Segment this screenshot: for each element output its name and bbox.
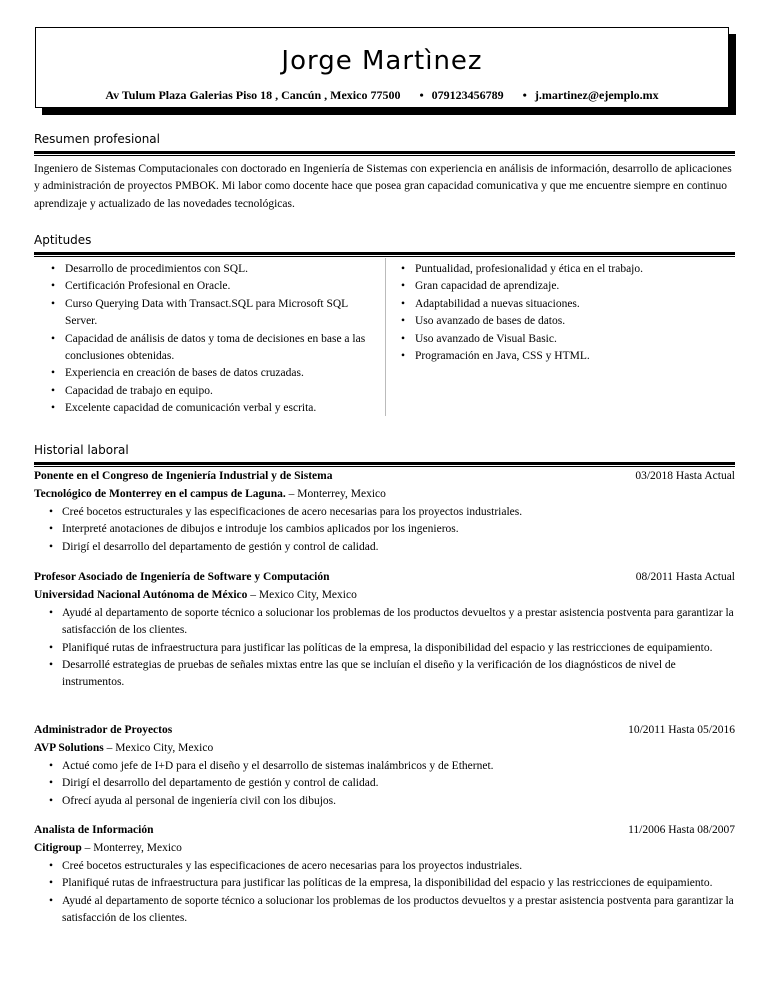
job-bullet: • Interpreté anotaciones de dibujos e introduje los cambios aplicados por los ingenieros. xyxy=(34,521,735,538)
job-dates: 03/2018 Hasta Actual xyxy=(635,470,735,482)
job-title: Administrador de Proyectos xyxy=(34,724,173,736)
address: Av Tulum Plaza Galerias Piso 18 , Cancún , Mexico 77500 xyxy=(105,88,401,102)
skill-item: • Uso avanzado de Visual Basic. xyxy=(401,331,731,348)
bullet-icon: • xyxy=(419,88,424,102)
skill-item: • Excelente capacidad de comunicación verbal y escrita. xyxy=(51,400,381,417)
contact-line xyxy=(36,88,728,103)
email[interactable]: j.martinez@ejemplo.mx xyxy=(534,88,659,102)
job-bullet: • Actué como jefe de I+D para el diseño y el desarrollo de sistemas inalámbricos y de Ethernet. xyxy=(34,758,735,775)
job-bullet: • Ayudé al departamento de soporte técnico a solucionar los problemas de los productos devueltos y a prestar asistencia postventa para garantizar la satisfacción de los clientes. xyxy=(34,605,735,640)
job-entry xyxy=(34,722,735,810)
skill-item: • Experiencia en creación de bases de datos cruzadas. xyxy=(51,365,381,382)
job-header xyxy=(34,468,735,486)
section-divider xyxy=(34,151,735,156)
skill-item: • Capacidad de análisis de datos y toma de decisiones en base a las conclusiones obtenidas. xyxy=(51,331,381,366)
company-name: Citigroup xyxy=(34,842,82,854)
skill-item: • Uso avanzado de bases de datos. xyxy=(401,313,731,330)
section-divider xyxy=(34,252,735,257)
job-bullet: • Creé bocetos estructurales y las especificaciones de acero necesarias para los proyectos industriales. xyxy=(34,504,735,521)
job-bullet: • Planifiqué rutas de infraestructura para justificar las políticas de la empresa, la disponibilidad del espacio y las restricciones de equipamiento. xyxy=(34,640,735,657)
job-employer xyxy=(34,486,735,504)
job-dates: 10/2011 Hasta 05/2016 xyxy=(628,724,735,736)
job-employer xyxy=(34,740,735,758)
job-header xyxy=(34,569,735,587)
job-entry xyxy=(34,822,735,927)
job-bullet: • Creé bocetos estructurales y las especificaciones de acero necesarias para los proyectos industriales. xyxy=(34,858,735,875)
job-bullets xyxy=(34,758,735,810)
company-location: – Monterrey, Mexico xyxy=(285,488,386,500)
job-entry xyxy=(34,569,735,691)
job-title: Profesor Asociado de Ingeniería de Software y Computación xyxy=(34,571,330,583)
skill-item: • Certificación Profesional en Oracle. xyxy=(51,278,381,295)
job-employer xyxy=(34,840,735,858)
job-bullet: • Ofrecí ayuda al personal de ingeniería civil con los dibujos. xyxy=(34,793,735,810)
summary-heading: Resumen profesional xyxy=(34,132,160,146)
job-bullet: • Desarrollé estrategias de pruebas de señales mixtas entre las que se incluían el diseño y la verificación de los diagnósticos de nivel de instrumentos. xyxy=(34,657,735,692)
skills-heading: Aptitudes xyxy=(34,233,92,247)
job-header xyxy=(34,722,735,740)
job-bullet: • Dirigí el desarrollo del departamento de gestión y control de calidad. xyxy=(34,539,735,556)
header-box xyxy=(35,27,729,108)
column-divider xyxy=(385,258,386,416)
company-name: Tecnológico de Monterrey en el campus de Laguna. xyxy=(34,488,286,500)
candidate-name: Jorge Martìnez xyxy=(281,46,483,76)
job-bullet: • Ayudé al departamento de soporte técnico a solucionar los problemas de los productos devueltos y a prestar asistencia postventa para garantizar la satisfacción de los clientes. xyxy=(34,893,735,928)
job-dates: 08/2011 Hasta Actual xyxy=(635,571,735,583)
skill-item: • Capacidad de trabajo en equipo. xyxy=(51,383,381,400)
skill-item: • Curso Querying Data with Transact.SQL para Microsoft SQL Server. xyxy=(51,296,381,331)
skills-left-list xyxy=(51,261,381,418)
skills-right-list xyxy=(401,261,731,365)
summary-text: Ingeniero de Sistemas Computacionales con doctorado en Ingeniería de Sistemas con experiencia en análisis de información, desarrollo de aplicaciones y administración de proyectos PMBOK. Mi labor como docente hace que posea gran capacidad comunicativa y que me encuentre siempre en continuo aprendizaje y actualizado de las novedades tecnológicas. xyxy=(34,163,732,210)
job-title: Ponente en el Congreso de Ingeniería Industrial y de Sistema xyxy=(34,470,333,482)
bullet-icon: • xyxy=(522,88,527,102)
job-bullets xyxy=(34,605,735,691)
job-entry xyxy=(34,468,735,556)
skill-item: • Adaptabilidad a nuevas situaciones. xyxy=(401,296,731,313)
job-bullet: • Planifiqué rutas de infraestructura para justificar las políticas de la empresa, la disponibilidad del espacio y las restricciones de equipamiento. xyxy=(34,875,735,892)
company-location: – Mexico City, Mexico xyxy=(103,742,214,754)
company-name: AVP Solutions xyxy=(34,742,104,754)
section-divider xyxy=(34,462,735,467)
skill-item: • Gran capacidad de aprendizaje. xyxy=(401,278,731,295)
job-title: Analista de Información xyxy=(34,824,154,836)
company-name: Universidad Nacional Autónoma de México xyxy=(34,589,248,601)
company-location: – Mexico City, Mexico xyxy=(247,589,357,601)
job-header xyxy=(34,822,735,840)
skill-item: • Programación en Java, CSS y HTML. xyxy=(401,348,731,365)
skill-item: • Puntualidad, profesionalidad y ética en el trabajo. xyxy=(401,261,731,278)
phone: 079123456789 xyxy=(431,88,504,102)
job-bullets xyxy=(34,858,735,927)
work-heading: Historial laboral xyxy=(34,443,129,457)
job-employer xyxy=(34,587,735,605)
job-bullets xyxy=(34,504,735,556)
skill-item: • Desarrollo de procedimientos con SQL. xyxy=(51,261,381,278)
company-location: – Monterrey, Mexico xyxy=(81,842,182,854)
job-bullet: • Dirigí el desarrollo del departamento de gestión y control de calidad. xyxy=(34,775,735,792)
job-dates: 11/2006 Hasta 08/2007 xyxy=(628,824,735,836)
